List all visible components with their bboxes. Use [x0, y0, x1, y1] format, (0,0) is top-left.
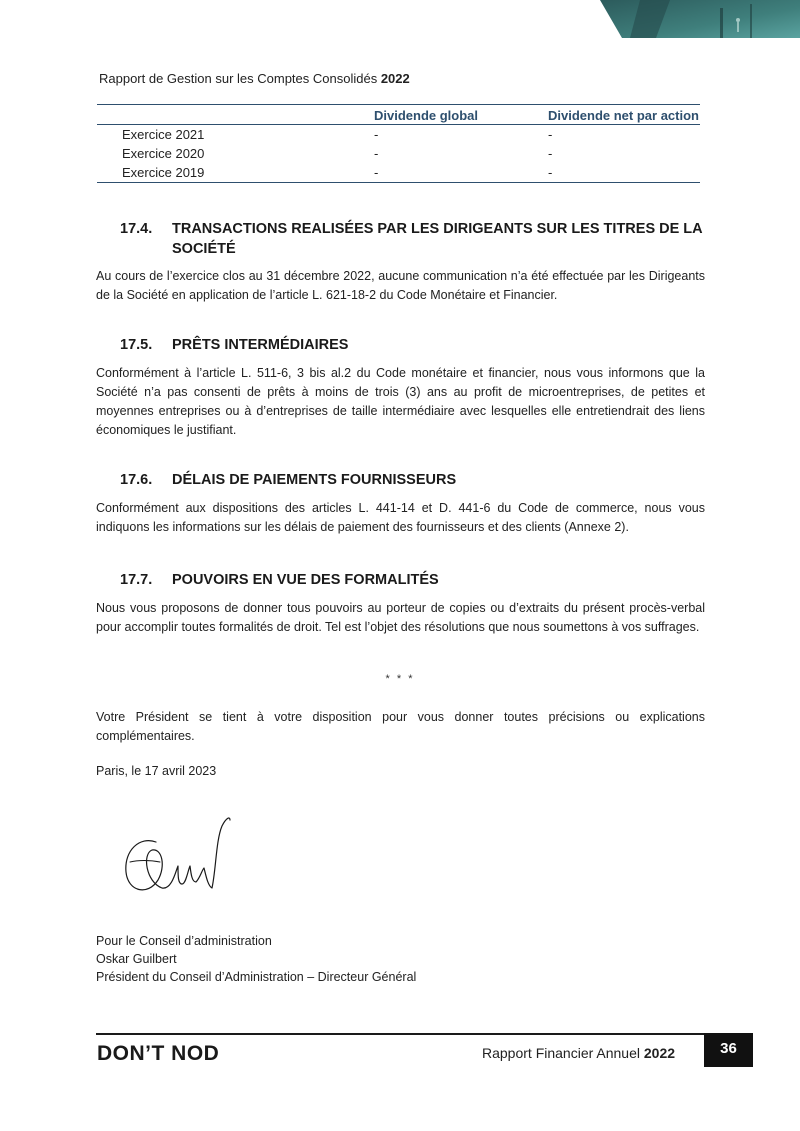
footer-report-title [482, 1045, 675, 1061]
table-row [97, 125, 700, 145]
section-number: 17.4. [120, 221, 153, 237]
row-global: - [374, 146, 379, 161]
footer-divider [96, 1033, 704, 1035]
row-net: - [548, 163, 700, 183]
table-header-net: Dividende net par action [548, 105, 700, 125]
place-date: Paris, le 17 avril 2023 [96, 764, 217, 778]
footer-report-name: Rapport Financier Annuel [482, 1045, 640, 1061]
signatory-block [96, 932, 416, 986]
table-row [97, 163, 700, 183]
signature-image [118, 810, 238, 905]
table-header-global: Dividende global [374, 105, 548, 125]
running-header-year: 2022 [380, 71, 410, 86]
company-logo: DON’T NOD [97, 1042, 220, 1065]
section-title: TRANSACTIONS REALISÉES PAR LES DIRIGEANTS SUR LES TITRES DE LA SOCIÉTÉ [172, 221, 703, 257]
section-heading-17-4 [120, 219, 705, 259]
section-body-17-7: Nous vous proposons de donner tous pouvoirs au porteur de copies ou d’extraits du présent procès-verbal pour accomplir toutes formalités de droit. Tel est l’objet des résolutions que nous soumettons à vos suffrages. [96, 601, 705, 634]
corner-banner-image [600, 0, 800, 38]
dividend-table [97, 104, 700, 183]
closing-paragraph: Votre Président se tient à votre disposition pour vous donner toutes précisions ou explications complémentaires. [96, 710, 705, 743]
footer-report-year: 2022 [643, 1045, 676, 1061]
row-global: - [374, 163, 548, 183]
section-title: POUVOIRS EN VUE DES FORMALITÉS [172, 572, 439, 588]
separator: * * * [385, 673, 415, 685]
row-global: - [374, 127, 379, 142]
signatory-role: Président du Conseil d’Administration – Directeur Général [96, 970, 417, 984]
section-number: 17.6. [120, 472, 153, 488]
signatory-line: Pour le Conseil d’administration [96, 934, 272, 948]
row-net: - [548, 127, 553, 142]
row-net: - [548, 146, 553, 161]
signatory-name: Oskar Guilbert [96, 952, 177, 966]
section-body-17-5: Conformément à l’article L. 511-6, 3 bis al.2 du Code monétaire et financier, nous vous informons que la Société n’a pas consenti de prêts à moins de trois (3) ans au profit de microentreprises, de petites et moyennes entreprises ou à d’entreprises de taille intermédiaire avec lesquelles elle entretiendrait des liens économiques le justifiant. [96, 366, 705, 437]
section-heading-17-7 [120, 570, 705, 590]
row-label: Exercice 2019 [97, 163, 374, 183]
section-body-17-6: Conformément aux dispositions des articles L. 441-14 et D. 441-6 du Code de commerce, nous vous indiquons les informations sur les délais de paiement des fournisseurs et des clients (Annexe 2). [96, 501, 705, 534]
row-label: Exercice 2021 [122, 127, 205, 142]
table-header-row [97, 105, 700, 125]
page-number: 36 [704, 1033, 753, 1067]
section-heading-17-5 [120, 335, 705, 355]
section-title: PRÊTS INTERMÉDIAIRES [172, 337, 349, 353]
section-number: 17.7. [120, 572, 153, 588]
section-number: 17.5. [120, 337, 153, 353]
table-header-empty [97, 105, 374, 125]
row-label: Exercice 2020 [122, 146, 205, 161]
table-row [97, 144, 700, 163]
running-header [99, 71, 410, 86]
running-header-title: Rapport de Gestion sur les Comptes Consolidés [99, 71, 378, 86]
section-heading-17-6 [120, 470, 705, 490]
section-title: DÉLAIS DE PAIEMENTS FOURNISSEURS [172, 472, 457, 488]
section-body-17-4: Au cours de l’exercice clos au 31 décembre 2022, aucune communication n’a été effectuée par les Dirigeants de la Société en application de l’article L. 621-18-2 du Code Monétaire et Financier. [96, 269, 705, 302]
